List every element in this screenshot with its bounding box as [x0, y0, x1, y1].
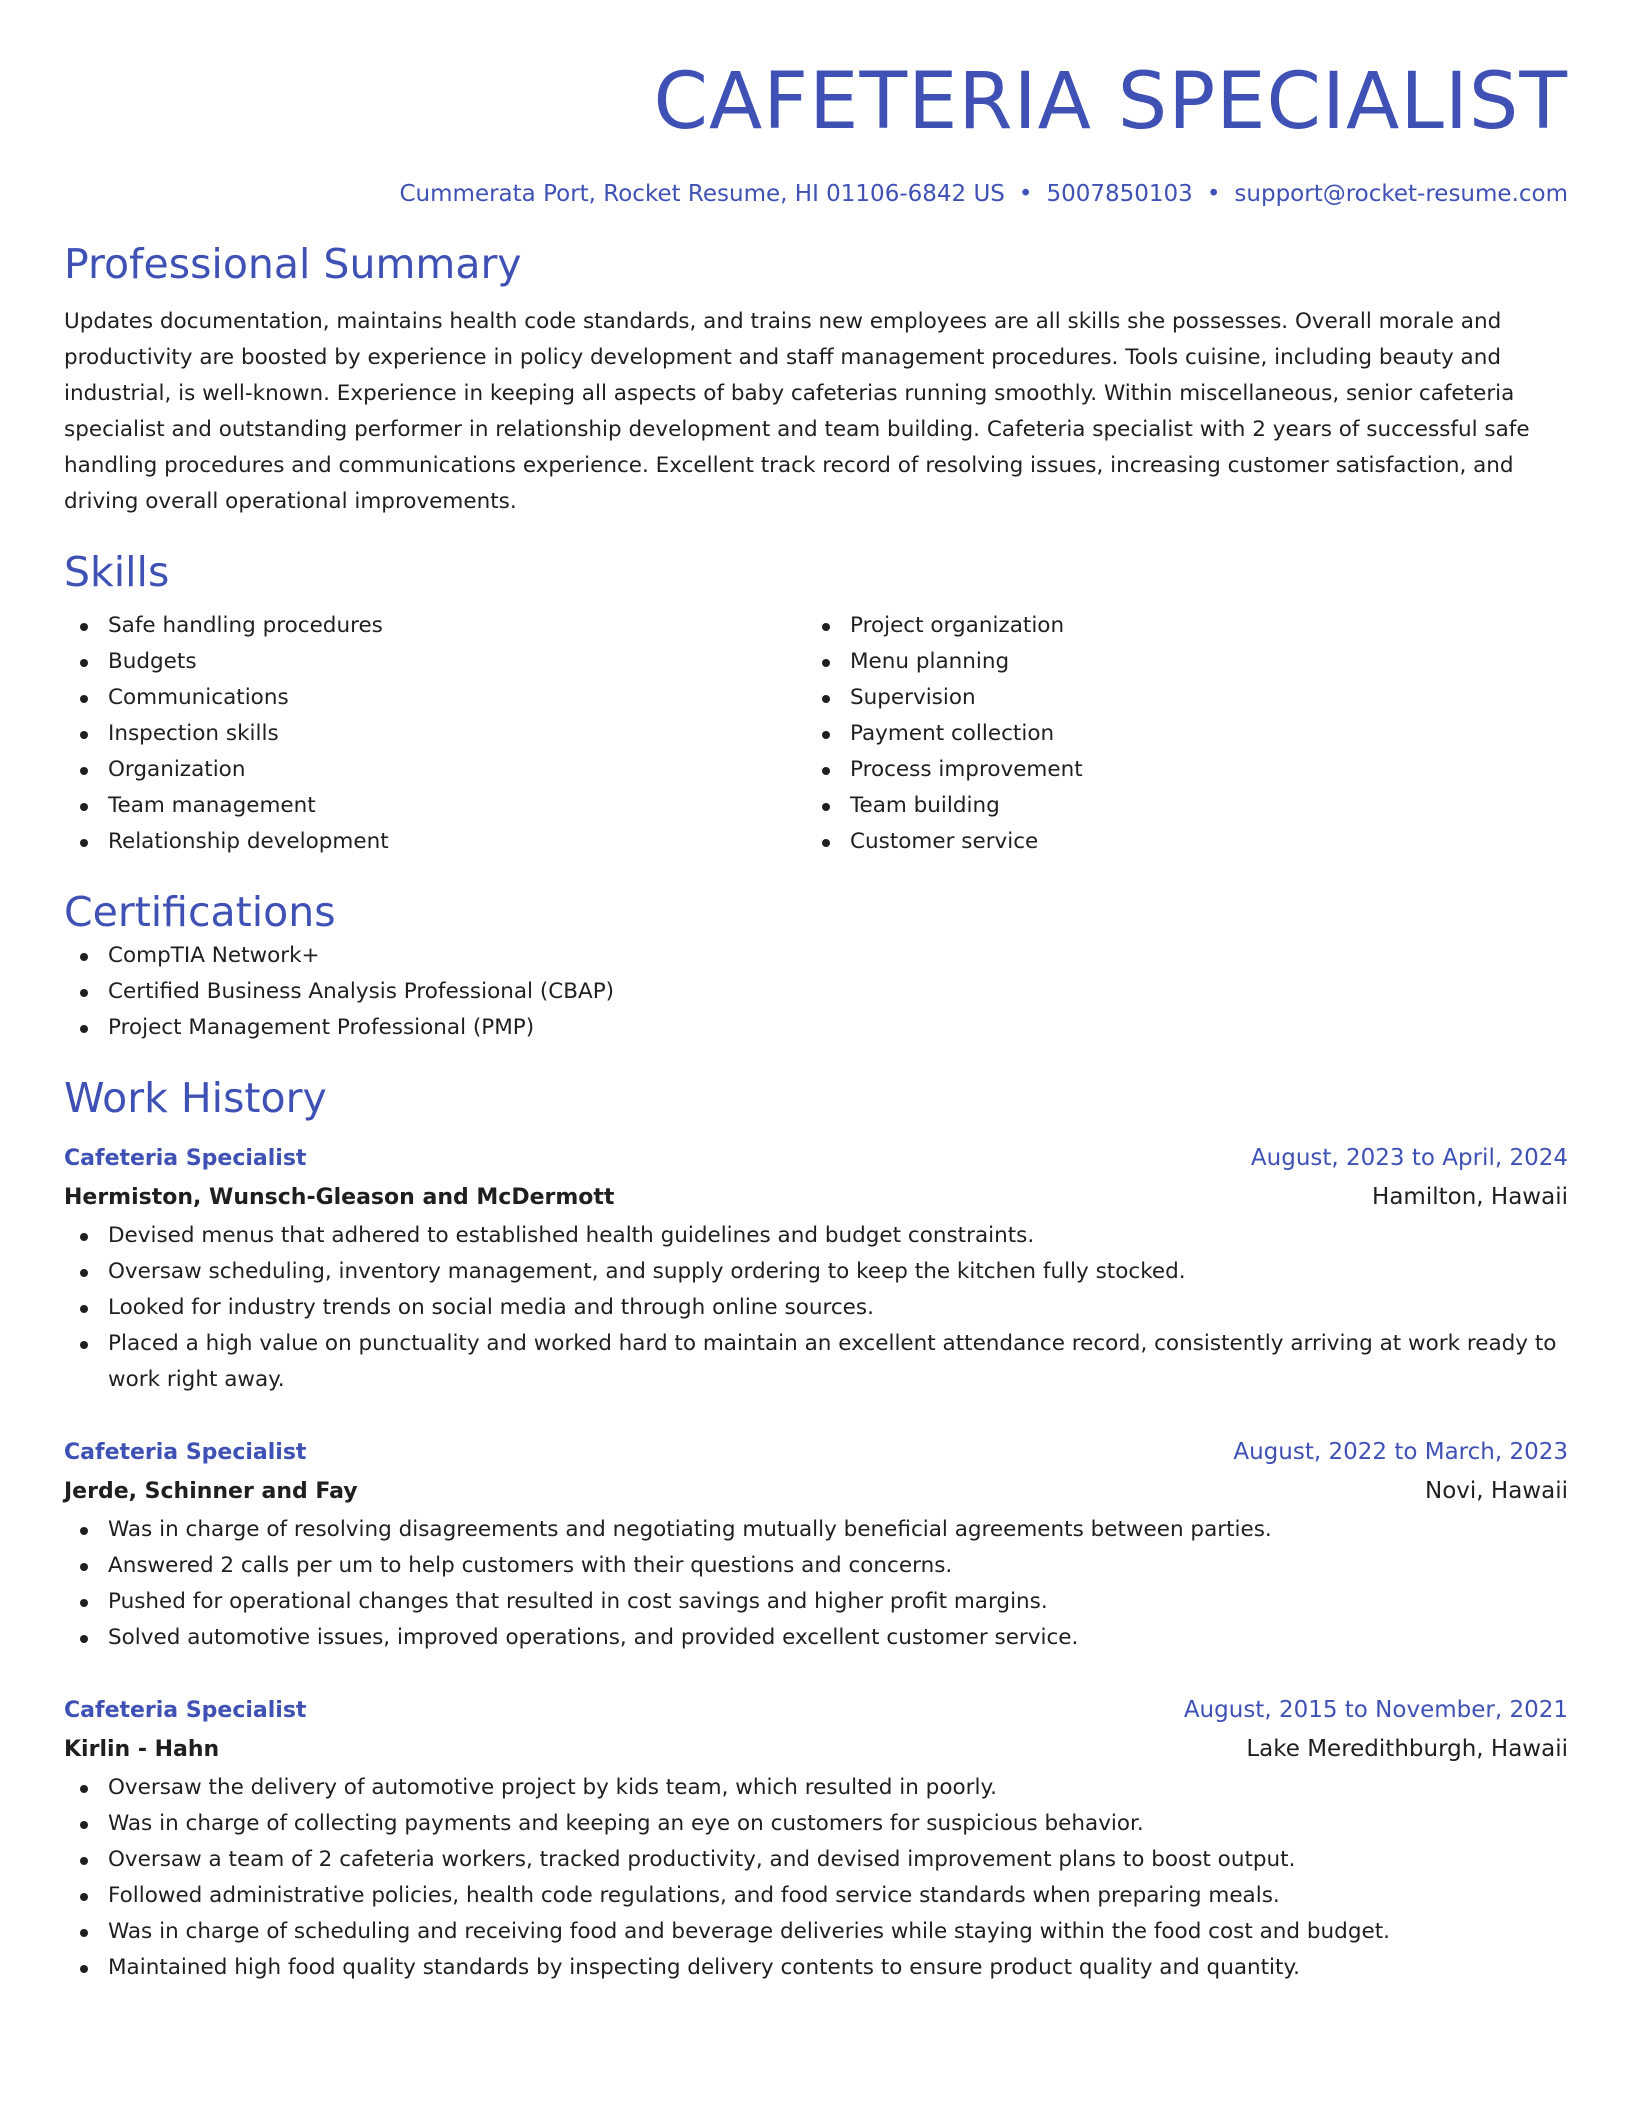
- section-title-skills: Skills: [64, 548, 170, 596]
- skills-column-right: [806, 608, 1548, 860]
- candidate-name: CAFETERIA SPECIALIST: [653, 57, 1568, 147]
- job-bullet: Answered 2 calls per um to help customers with their questions and concerns.: [64, 1548, 1568, 1584]
- contact-phone: 5007850103: [1046, 181, 1193, 207]
- skills-grid: [64, 608, 1568, 860]
- job-bullet: Followed administrative policies, health code regulations, and food service standards when preparing meals.: [64, 1878, 1568, 1914]
- job-bullets: [64, 1770, 1568, 1986]
- contact-line: [64, 178, 1568, 210]
- job-bullet: Devised menus that adhered to established health guidelines and budget constraints.: [64, 1218, 1568, 1254]
- skill-item: Supervision: [806, 680, 1548, 716]
- certification-item: CompTIA Network+: [64, 938, 1568, 974]
- job-title-row: [64, 1434, 1568, 1471]
- job-dates: August, 2023 to April, 2024: [1250, 1145, 1568, 1171]
- job-title-row: [64, 1692, 1568, 1729]
- job-company: Hermiston, Wunsch-Gleason and McDermott: [64, 1185, 615, 1210]
- job-location: Hamilton, Hawaii: [1372, 1184, 1568, 1210]
- job-bullet: Was in charge of scheduling and receiving food and beverage deliveries while staying within the food cost and budget.: [64, 1914, 1568, 1950]
- skill-item: Process improvement: [806, 752, 1548, 788]
- job-bullet: Was in charge of resolving disagreements and negotiating mutually beneficial agreements between parties.: [64, 1512, 1568, 1548]
- skill-item: Team management: [64, 788, 806, 824]
- job-bullet: Solved automotive issues, improved operations, and provided excellent customer service.: [64, 1620, 1568, 1656]
- job-company-row: [64, 1471, 1568, 1512]
- job-company: Kirlin - Hahn: [64, 1737, 220, 1762]
- job-title-row: [64, 1140, 1568, 1177]
- contact-address: Cummerata Port, Rocket Resume, HI 01106-6842 US: [399, 181, 1005, 207]
- skills-list-left: [64, 608, 806, 860]
- skill-item: Project organization: [806, 608, 1548, 644]
- job-bullet: Oversaw a team of 2 cafeteria workers, tracked productivity, and devised improvement plans to boost output.: [64, 1842, 1568, 1878]
- skills-column-left: [64, 608, 806, 860]
- skill-item: Budgets: [64, 644, 806, 680]
- job-title: Cafeteria Specialist: [64, 1440, 307, 1465]
- summary-text: Updates documentation, maintains health code standards, and trains new employees are all skills she possesses. Overall morale and productivity are boosted by experience in policy development and staff management procedures. Tools cuisine, including beauty and industrial, is well-known. Experience in keeping all aspects of baby cafeterias running smoothly. Within miscellaneous, senior cafeteria specialist and outstanding performer in relationship development and team building. Cafeteria specialist with 2 years of successful safe handling procedures and communications experience. Excellent track record of resolving issues, increasing customer satisfaction, and driving overall operational improvements.: [64, 309, 1530, 514]
- job-title: Cafeteria Specialist: [64, 1146, 307, 1171]
- skill-item: Relationship development: [64, 824, 806, 860]
- job-bullet: Pushed for operational changes that resulted in cost savings and higher profit margins.: [64, 1584, 1568, 1620]
- skill-item: Menu planning: [806, 644, 1548, 680]
- job-entry: [64, 1434, 1568, 1656]
- job-dates: August, 2022 to March, 2023: [1233, 1439, 1568, 1465]
- job-bullet: Placed a high value on punctuality and worked hard to maintain an excellent attendance record, consistently arriving at work ready to work right away.: [64, 1326, 1568, 1398]
- job-location: Novi, Hawaii: [1425, 1478, 1568, 1504]
- job-company-row: [64, 1729, 1568, 1770]
- resume-header: [64, 0, 1568, 210]
- job-bullet: Was in charge of collecting payments and keeping an eye on customers for suspicious behavior.: [64, 1806, 1568, 1842]
- job-entry: [64, 1140, 1568, 1398]
- section-title-summary: Professional Summary: [64, 240, 522, 288]
- job-bullet: Oversaw the delivery of automotive project by kids team, which resulted in poorly.: [64, 1770, 1568, 1806]
- contact-email: support@rocket-resume.com: [1234, 181, 1568, 207]
- skill-item: Safe handling procedures: [64, 608, 806, 644]
- job-bullet: Oversaw scheduling, inventory management, and supply ordering to keep the kitchen fully stocked.: [64, 1254, 1568, 1290]
- skill-item: Organization: [64, 752, 806, 788]
- job-title: Cafeteria Specialist: [64, 1698, 307, 1723]
- skill-item: Team building: [806, 788, 1548, 824]
- skill-item: Customer service: [806, 824, 1548, 860]
- job-dates: August, 2015 to November, 2021: [1183, 1697, 1568, 1723]
- job-bullet: Looked for industry trends on social media and through online sources.: [64, 1290, 1568, 1326]
- job-location: Lake Meredithburgh, Hawaii: [1246, 1736, 1568, 1762]
- contact-separator: •: [1206, 181, 1221, 207]
- skill-item: Communications: [64, 680, 806, 716]
- certification-item: Project Management Professional (PMP): [64, 1010, 1568, 1046]
- job-entry: [64, 1692, 1568, 1986]
- section-title-certifications: Certifications: [64, 888, 336, 936]
- job-bullet: Maintained high food quality standards by inspecting delivery contents to ensure product quality and quantity.: [64, 1950, 1568, 1986]
- job-bullets: [64, 1512, 1568, 1656]
- job-company-row: [64, 1177, 1568, 1218]
- skill-item: Inspection skills: [64, 716, 806, 752]
- job-bullets: [64, 1218, 1568, 1398]
- job-company: Jerde, Schinner and Fay: [64, 1479, 358, 1504]
- skills-list-right: [806, 608, 1548, 860]
- certifications-list: [64, 938, 1568, 1046]
- contact-separator: •: [1018, 181, 1033, 207]
- skill-item: Payment collection: [806, 716, 1548, 752]
- section-title-work-history: Work History: [64, 1074, 327, 1122]
- certification-item: Certified Business Analysis Professional (CBAP): [64, 974, 1568, 1010]
